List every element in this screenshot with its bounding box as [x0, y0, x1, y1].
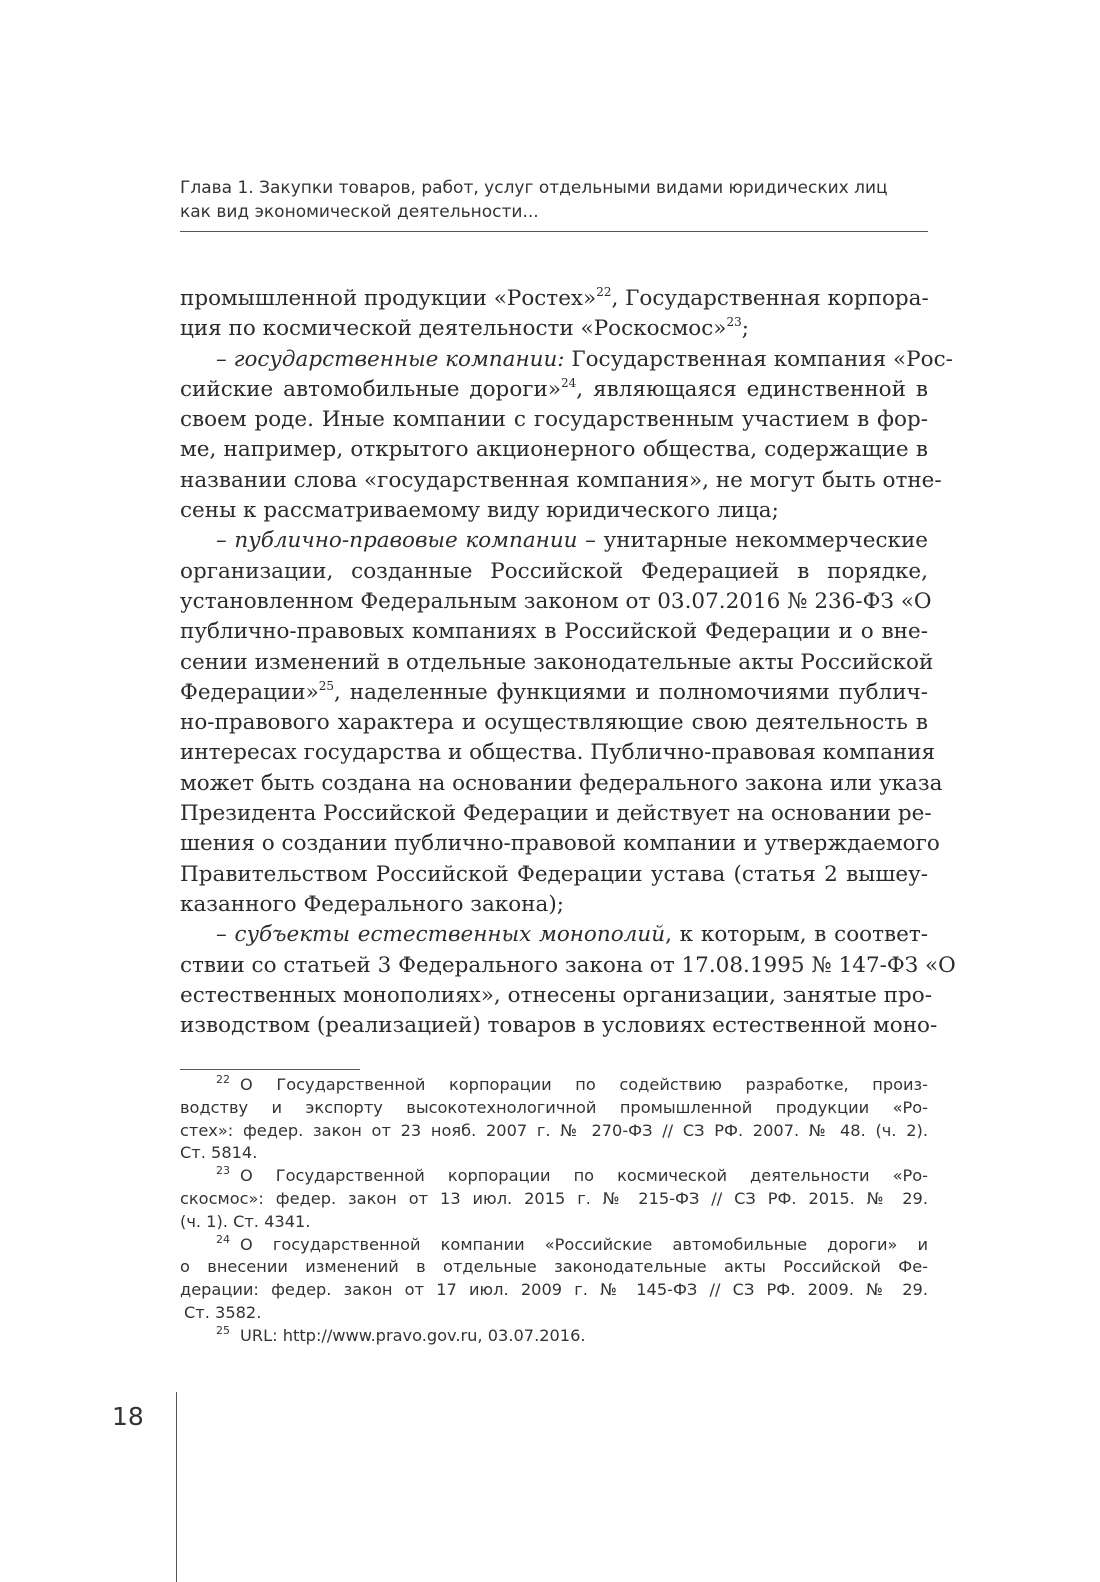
body-line: промышленной продукции «Ростех»$^{22}$, Государственная корпора- [180, 285, 929, 311]
body-line: публично-правовых компаниях в Российской Федерации и о вне- [180, 619, 928, 645]
body-line: естественных монополиях», отнесены организации, занятые про- [180, 982, 932, 1008]
body-line: интересах государства и общества. Публично-правовая компания [180, 740, 936, 766]
footnote-ref-23: 23 [726, 315, 742, 330]
footnote-number: 23 [216, 1164, 230, 1178]
footnote-number: 24 [216, 1232, 230, 1246]
body-line: казанного Федерального закона); [180, 891, 564, 917]
margin-rule [176, 1392, 177, 1582]
footnote-line: Ст. 5814. [180, 1143, 258, 1163]
footnote-25: $^{25}$ URL: http://www.pravo.gov.ru, 03.07.2016. [216, 1323, 586, 1345]
footnote-line: (ч. 1). Ст. 4341. [180, 1211, 311, 1231]
header-divider [180, 231, 928, 232]
footnote-24: $^{24}$ О государственной компании «Российские автомобильные дороги» и [216, 1232, 928, 1254]
footnote-line: Ст. 3582. [184, 1302, 262, 1322]
body-line: ствии со статьей 3 Федерального закона от 17.08.1995 № 147-ФЗ «О [180, 952, 956, 978]
footnote-ref-24: 24 [561, 375, 577, 390]
running-header [180, 176, 928, 224]
body-line: но-правового характера и осуществляющие свою деятельность в [180, 710, 928, 736]
footnote-ref-22: 22 [596, 285, 612, 299]
body-line: – субъекты естественных монополий, к которым, в соответ- [216, 922, 928, 948]
footnote-line: о внесении изменений в отдельные законодательные акты Российской Фе- [180, 1257, 928, 1277]
footnote-line: стех»: федер. закон от 23 нояб. 2007 г. № 270-ФЗ // СЗ РФ. 2007. № 48. (ч. 2). [180, 1120, 928, 1140]
footnote-line: скосмос»: федер. закон от 13 июл. 2015 г. № 215-ФЗ // СЗ РФ. 2015. № 29. [180, 1188, 928, 1208]
footnote-22: $^{22}$ О Государственной корпорации по содействию разработке, произ- [216, 1073, 928, 1094]
body-line: сийские автомобильные дороги»$^{24}$, являющаяся единственной в [180, 375, 928, 402]
body-line: изводством (реализацией) товаров в условиях естественной моно- [180, 1013, 938, 1039]
footnote-ref-25: 25 [318, 678, 335, 693]
body-line: Президента Российской Федерации и действует на основании ре- [180, 801, 932, 827]
running-header-line-2: как вид экономической деятельности... [180, 202, 539, 222]
footnote-divider [180, 1069, 360, 1070]
body-line: Федерации»$^{25}$, наделенные функциями и полномочиями публич- [180, 678, 928, 705]
term-state-companies: – государственные компании: [216, 346, 565, 372]
body-line: – публично-правовые компании – унитарные некоммерческие [216, 528, 929, 554]
footnotes [180, 1074, 928, 1348]
page-number: 18 [112, 1402, 144, 1431]
footnote-23: $^{23}$ О Государственной корпорации по космической деятельности «Ро- [216, 1164, 928, 1186]
footnote-line: водству и экспорту высокотехнологичной промышленной продукции «Ро- [180, 1097, 928, 1117]
footnote-number: 22 [216, 1073, 230, 1086]
body-line: сении изменений в отдельные законодательные акты Российской [180, 649, 934, 675]
term-natural-monopolies: – субъекты естественных монополий [216, 922, 666, 948]
body-line: ме, например, открытого акционерного общества, содержащие в [180, 437, 928, 463]
body-line: – государственные компании: Государственная компания «Рос- [216, 346, 953, 372]
body-line: Правительством Российской Федерации устава (статья 2 вышеу- [180, 861, 928, 887]
body-line: своем роде. Иные компании с государственным участием в фор- [180, 407, 928, 433]
body-line: ция по космической деятельности «Роскосмос»$^{23}$; [180, 315, 749, 342]
footnote-line: дерации: федер. закон от 17 июл. 2009 г. № 145-ФЗ // СЗ РФ. 2009. № 29. [180, 1280, 928, 1300]
body-line: сены к рассматриваемому виду юридического лица; [180, 498, 779, 524]
body-line: шения о создании публично-правовой компании и утверждаемого [180, 831, 940, 857]
footnote-number: 25 [216, 1323, 230, 1337]
body-line: установленном Федеральным законом от 03.07.2016 № 236-ФЗ «О [180, 588, 932, 614]
body-line: может быть создана на основании федерального закона или указа [180, 770, 943, 796]
running-header-line-1: Глава 1. Закупки товаров, работ, услуг отдельными видами юридических лиц [180, 178, 888, 198]
body-line: организации, созданные Российской Федерацией в порядке, [180, 558, 928, 584]
body-line: названии слова «государственная компания», не могут быть отне- [180, 467, 942, 493]
body-text [180, 284, 956, 1041]
term-public-law-companies: – публично-правовые компании [216, 528, 578, 554]
